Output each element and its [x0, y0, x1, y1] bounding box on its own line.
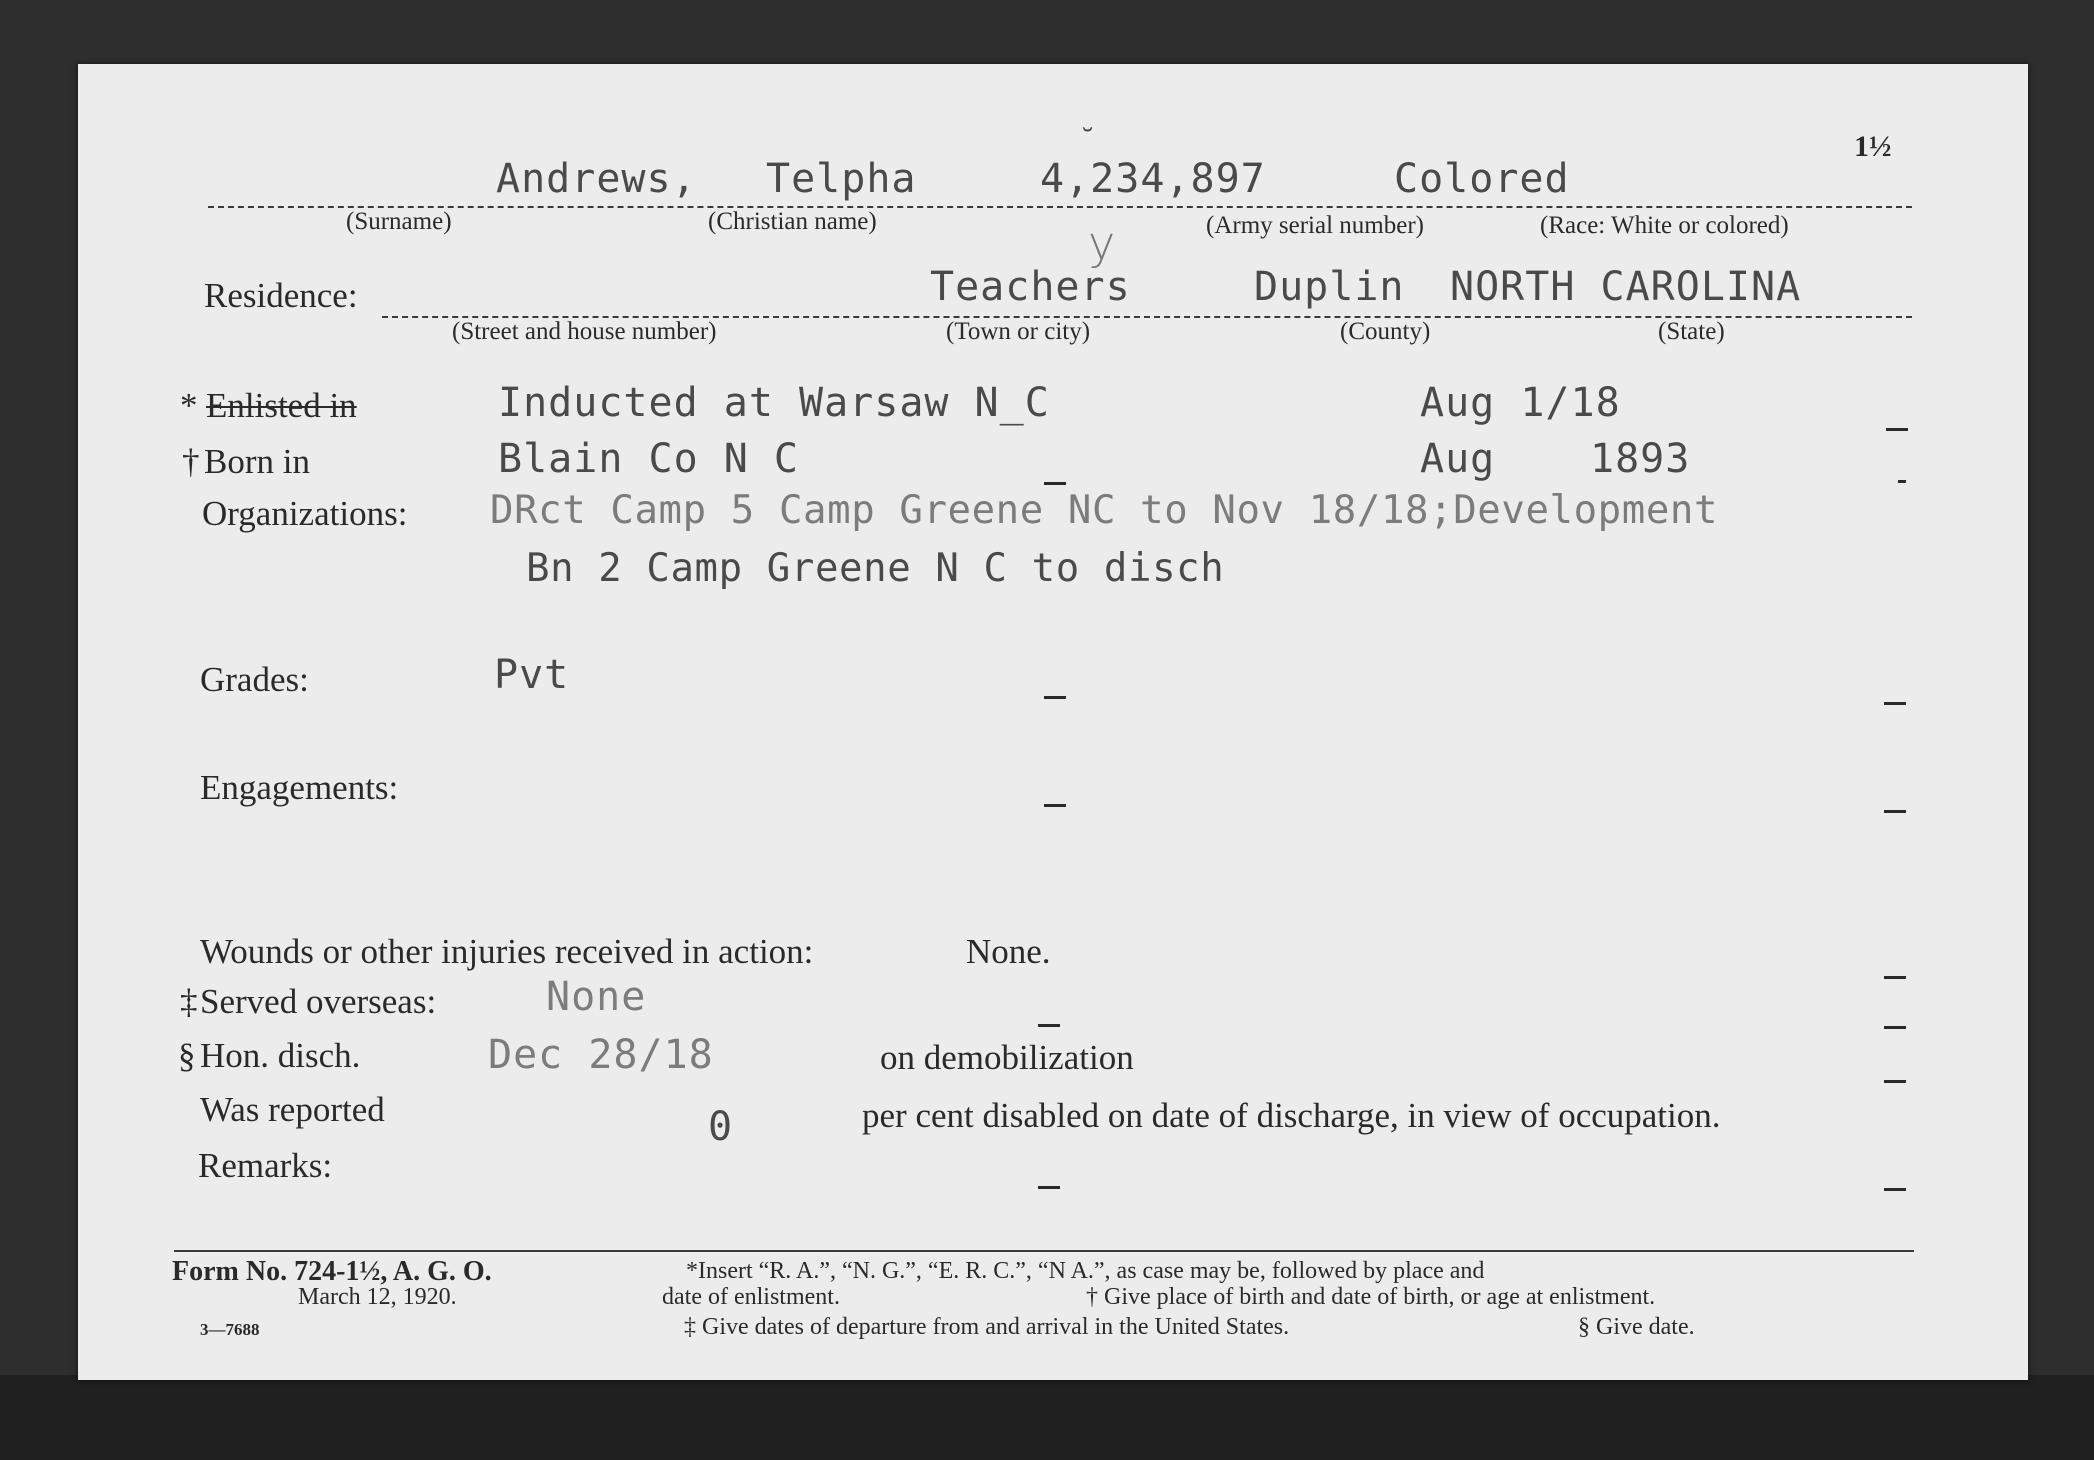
card-number: 1½ [1854, 130, 1892, 163]
caption-county: (County) [1340, 318, 1431, 345]
caption-town: (Town or city) [946, 318, 1091, 345]
field-end-mark [1884, 1026, 1906, 1029]
breve-mark: ˘ [1080, 124, 1095, 159]
caption-serial-number: (Army serial number) [1206, 212, 1424, 239]
field-mid-mark [1044, 696, 1066, 699]
caption-surname: (Surname) [346, 208, 452, 235]
print-code: 3—7688 [200, 1320, 260, 1339]
bleed-through-text [198, 84, 212, 112]
footnote-enlistment-date: date of enlistment. [662, 1284, 840, 1310]
born-year: 1893 [1590, 436, 1691, 482]
engagements-label: Engagements: [200, 768, 399, 807]
field-end-mark [1884, 976, 1906, 979]
county-value: Duplin [1254, 264, 1405, 310]
field-mid-mark [1038, 1024, 1060, 1027]
town-value: Teachers [930, 264, 1131, 310]
caption-race: (Race: White or colored) [1540, 212, 1789, 239]
remarks-label: Remarks: [198, 1146, 333, 1185]
caption-christian-name: (Christian name) [708, 208, 877, 235]
reported-value: 0 [708, 1104, 734, 1150]
form-date: March 12, 1920. [298, 1284, 457, 1310]
christian-name-value: Telpha [766, 156, 917, 202]
form-number: Form No. 724-1½, A. G. O. [172, 1256, 492, 1287]
field-end-mark [1886, 428, 1908, 431]
organizations-line-1: DRct Camp 5 Camp Greene NC to Nov 18/18;Development [490, 488, 1719, 533]
overseas-label: Served overseas: [200, 982, 437, 1021]
enlisted-date: Aug 1/18 [1420, 380, 1621, 426]
wounds-value: None. [966, 932, 1051, 971]
wounds-label: Wounds or other injuries received in action: [200, 932, 814, 971]
grades-label: Grades: [200, 660, 309, 699]
organizations-line-2: Bn 2 Camp Greene N C to disch [526, 546, 1225, 591]
caption-street: (Street and house number) [452, 318, 717, 345]
discharge-marker: § [178, 1036, 196, 1075]
born-month: Aug [1420, 436, 1496, 482]
grades-value: Pvt [494, 652, 570, 698]
overseas-marker: ‡ [180, 982, 198, 1021]
field-end-mark [1884, 1188, 1906, 1191]
residence-label: Residence: [204, 276, 358, 315]
born-value: Blain Co N C [498, 436, 799, 482]
name-line-rule [208, 206, 1912, 208]
race-value: Colored [1394, 156, 1570, 202]
field-mid-mark [1044, 804, 1066, 807]
overseas-value: None [546, 974, 647, 1020]
field-end-mark [1884, 702, 1906, 705]
born-marker: † [182, 442, 200, 481]
footnote-discharge: § Give date. [1578, 1314, 1695, 1340]
field-end-mark [1884, 1080, 1906, 1083]
reported-label: Was reported [200, 1090, 385, 1129]
enlisted-value: Inducted at Warsaw N_C [498, 380, 1050, 426]
footnote-overseas: ‡ Give dates of departure from and arrival in the United States. [684, 1314, 1290, 1340]
footer-rule [174, 1250, 1914, 1252]
footnote-insert: *Insert “R. A.”, “N. G.”, “E. R. C.”, “N A.”, as case may be, followed by place and [686, 1258, 1485, 1284]
surname-value: Andrews, [496, 156, 697, 202]
state-value: NORTH CAROLINA [1450, 264, 1802, 310]
service-record-card [78, 64, 2028, 1380]
field-end-mark [1898, 480, 1906, 483]
born-label: Born in [204, 442, 310, 481]
enlisted-marker: * [180, 386, 198, 425]
background-strip [0, 1375, 2094, 1460]
town-correction: y [1088, 216, 1116, 270]
discharge-note: on demobilization [880, 1038, 1134, 1077]
enlisted-label: Enlisted in [206, 386, 357, 425]
field-mid-mark [1044, 482, 1066, 485]
reported-text: per cent disabled on date of discharge, in view of occupation. [862, 1096, 1721, 1135]
discharge-label: Hon. disch. [200, 1036, 361, 1075]
field-end-mark [1884, 810, 1906, 813]
footnote-birth: † Give place of birth and date of birth, or age at enlistment. [1086, 1284, 1656, 1310]
serial-number-value: 4,234,897 [1040, 156, 1266, 202]
organizations-label: Organizations: [202, 494, 408, 533]
discharge-date: Dec 28/18 [488, 1032, 714, 1078]
caption-state: (State) [1658, 318, 1725, 345]
field-mid-mark [1038, 1186, 1060, 1189]
